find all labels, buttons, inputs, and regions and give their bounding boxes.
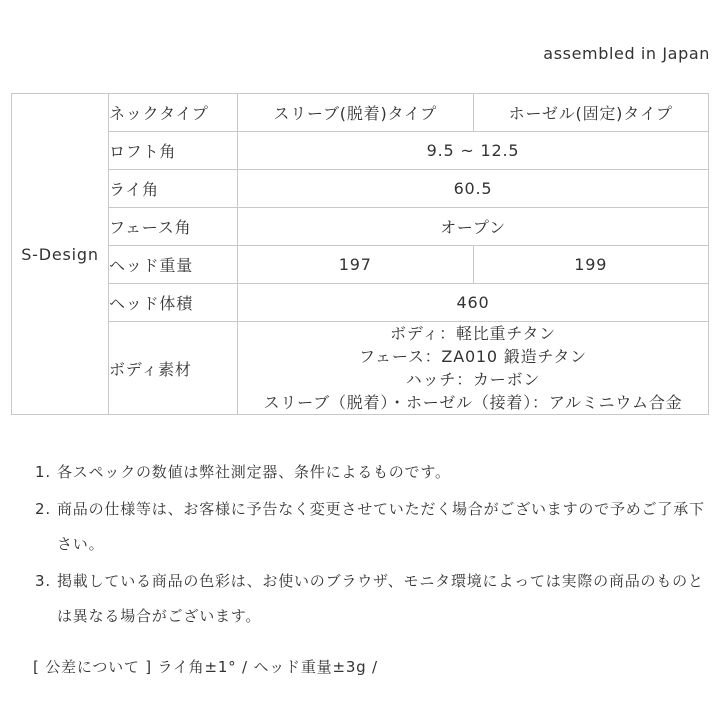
notes-list xyxy=(35,455,705,636)
body-material-line: スリーブ（脱着）・ホーゼル（接着）：アルミニウム合金 xyxy=(263,393,683,412)
neck-type-hosel: ホーゼル(固定)タイプ xyxy=(473,94,709,132)
head-weight-hosel: 199 xyxy=(473,246,709,284)
row-head-volume xyxy=(12,284,709,322)
note-number: 1. xyxy=(35,463,51,481)
neck-type-sleeve: スリーブ(脱着)タイプ xyxy=(238,94,474,132)
loft-label: ロフト角 xyxy=(109,132,238,170)
note-number: 3. xyxy=(35,572,51,590)
face-angle-label: フェース角 xyxy=(109,208,238,246)
row-head-weight xyxy=(12,246,709,284)
note-text: 各スペックの数値は弊社測定器、条件によるものです。 xyxy=(57,463,451,481)
head-volume-label: ヘッド体積 xyxy=(109,284,238,322)
row-face-angle xyxy=(12,208,709,246)
note-item xyxy=(35,564,705,634)
body-material-line: ボディ：軽比重チタン xyxy=(390,324,556,343)
note-text: 掲載している商品の色彩は、お使いのブラウザ、モニタ環境によっては実際の商品のものとは異なる場合がございます。 xyxy=(57,572,704,625)
row-neck-type xyxy=(12,94,709,132)
body-material-line: ハッチ：カーボン xyxy=(405,370,541,389)
assembly-note: assembled in Japan xyxy=(543,44,710,63)
note-number: 2. xyxy=(35,500,51,518)
spec-table xyxy=(11,93,709,415)
tolerance-note: [ 公差について ] ライ角±1° / ヘッド重量±3g / xyxy=(33,658,378,676)
body-material-line: フェース：ZA010 鍛造チタン xyxy=(359,347,587,366)
body-material-label: ボディ素材 xyxy=(109,322,238,415)
head-volume-value: 460 xyxy=(238,284,709,322)
head-weight-label: ヘッド重量 xyxy=(109,246,238,284)
model-name: S-Design xyxy=(12,94,109,415)
lie-value: 60.5 xyxy=(238,170,709,208)
body-material-value xyxy=(238,322,709,415)
note-item xyxy=(35,492,705,562)
lie-label: ライ角 xyxy=(109,170,238,208)
row-lie xyxy=(12,170,709,208)
face-angle-value: オープン xyxy=(238,208,709,246)
row-body-material xyxy=(12,322,709,415)
loft-value: 9.5 ~ 12.5 xyxy=(238,132,709,170)
note-text: 商品の仕様等は、お客様に予告なく変更させていただく場合がございますので予めご了承下さい。 xyxy=(57,500,705,553)
row-loft xyxy=(12,132,709,170)
head-weight-sleeve: 197 xyxy=(238,246,474,284)
note-item xyxy=(35,455,705,490)
neck-type-label: ネックタイプ xyxy=(109,94,238,132)
